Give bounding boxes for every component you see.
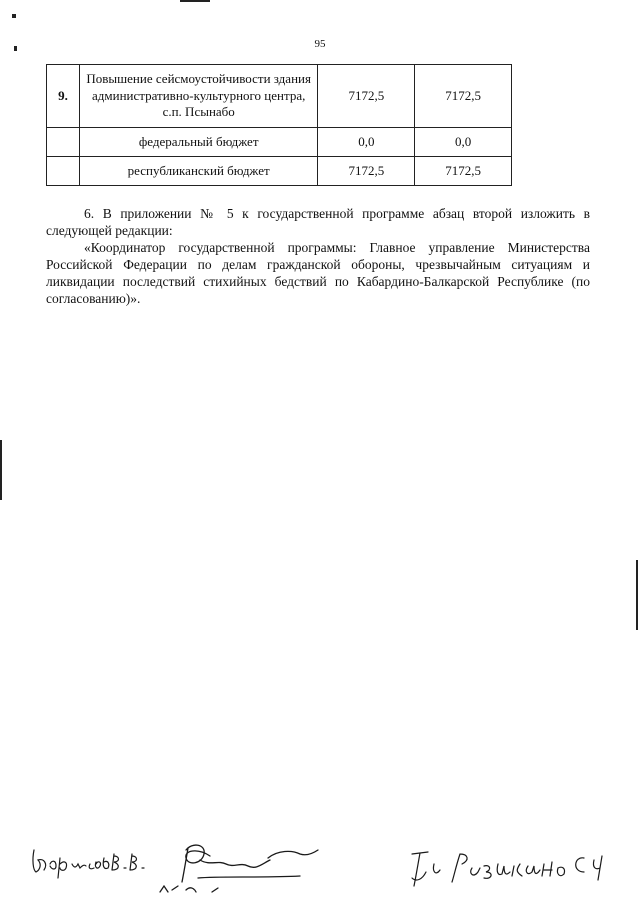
row-value-1: 7172,5 (318, 65, 415, 128)
row-value-2: 7172,5 (415, 65, 512, 128)
table-row (47, 65, 512, 128)
page-number: 95 (314, 38, 326, 50)
table-row (47, 157, 512, 186)
signature-scribble-center (160, 845, 318, 892)
row-value-2: 7172,5 (415, 157, 512, 186)
row-name: федеральный бюджет (79, 128, 318, 157)
handwritten-name-left (33, 850, 144, 878)
row-number (47, 157, 80, 186)
budget-table (46, 64, 512, 186)
scan-mark-3 (0, 440, 2, 500)
body-text (46, 205, 590, 307)
signatures-area (0, 820, 640, 905)
row-name: республиканский бюджет (79, 157, 318, 186)
handwritten-name-right (412, 852, 602, 886)
row-value-1: 0,0 (318, 128, 415, 157)
scan-mark-top (180, 0, 210, 2)
table-row (47, 128, 512, 157)
paragraph-amendment: 6. В приложении № 5 к государственной программе абзац второй изложить в следующей редакции: (46, 206, 590, 238)
scan-mark-4 (636, 560, 638, 630)
paragraph-quote: «Координатор государственной программы: Главное управление Министерства Российской Федерации по делам гражданской обороны, чрезвычайным ситуациям и ликвидации последствий стихийных бедствий по Кабардино-Балкарской Республике (по согласованию)». (46, 240, 590, 306)
row-name: Повышение сейсмоустойчивости здания административно-культурного центра, с.п. Псынабо (79, 65, 318, 128)
row-number (47, 128, 80, 157)
row-number: 9. (47, 65, 80, 128)
row-value-2: 0,0 (415, 128, 512, 157)
scan-mark-1 (12, 14, 16, 18)
signature-image (0, 820, 640, 905)
row-value-1: 7172,5 (318, 157, 415, 186)
